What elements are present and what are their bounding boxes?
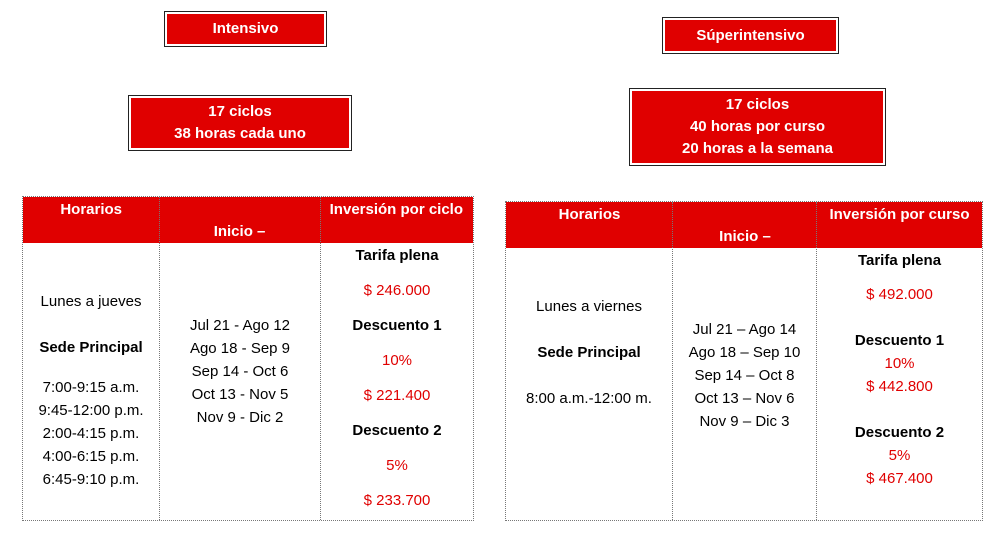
- header-inicio-finalizacion: [159, 197, 319, 262]
- horario-item: 6:45-9:10 p.m.: [42, 471, 140, 488]
- descuento1-label: Descuento 1: [854, 332, 945, 349]
- horarios-cell: [23, 290, 159, 491]
- horario-item: 7:00-9:15 a.m.: [42, 379, 140, 396]
- fechas-cell: [160, 314, 320, 429]
- descuento2-valor: $ 467.400: [866, 470, 933, 487]
- horarios-sede: Sede Principal: [537, 344, 641, 361]
- descuento1-valor: $ 442.800: [866, 378, 933, 395]
- horarios-cell: [506, 295, 672, 410]
- tarifa-valor: $ 246.000: [363, 282, 431, 299]
- descuento2-label: Descuento 2: [352, 422, 442, 439]
- descuento2-pct: 5%: [386, 457, 408, 474]
- descuento2-valor: $ 233.700: [363, 492, 431, 509]
- fecha-item: Sep 14 - Oct 6: [191, 363, 289, 380]
- fecha-item: Oct 13 - Nov 5: [191, 386, 289, 403]
- header-inicio-finalizacion: [673, 202, 817, 267]
- horario-item: 8:00 a.m.-12:00 m.: [526, 390, 652, 407]
- descuento1-pct: 10%: [884, 355, 915, 372]
- superintensivo-table: [505, 201, 983, 521]
- superintensivo-info-line: 17 ciclos: [725, 96, 790, 113]
- fecha-item: Nov 9 - Dic 2: [196, 409, 284, 426]
- intensivo-info-line: 38 horas cada uno: [174, 125, 306, 142]
- header-horarios-text: Horarios: [60, 201, 123, 218]
- horario-item: 2:00-4:15 p.m.: [42, 425, 140, 442]
- descuento1-pct: 10%: [381, 352, 413, 369]
- intensivo-info-line: 17 ciclos: [208, 103, 272, 120]
- horario-item: 4:00-6:15 p.m.: [42, 448, 140, 465]
- fecha-item: Nov 9 – Dic 3: [699, 413, 790, 430]
- descuento1-label: Descuento 1: [352, 317, 442, 334]
- descuento2-pct: 5%: [888, 447, 911, 464]
- superintensivo-info-line: 20 horas a la semana: [682, 140, 833, 157]
- intensivo-title: [167, 14, 324, 44]
- inversion-cell: [817, 249, 982, 490]
- horarios-dias: Lunes a jueves: [40, 293, 142, 310]
- superintensivo-title: [665, 20, 836, 51]
- inversion-cell: [321, 244, 473, 524]
- horarios-dias: Lunes a viernes: [536, 298, 642, 315]
- descuento2-label: Descuento 2: [854, 424, 945, 441]
- superintensivo-info: [632, 91, 883, 163]
- header-inversion: [817, 202, 982, 248]
- tarifa-valor: $ 492.000: [866, 286, 933, 303]
- fechas-cell: [673, 318, 816, 433]
- horarios-sede: Sede Principal: [39, 339, 143, 356]
- tarifa-label: Tarifa plena: [355, 247, 439, 264]
- header-horarios-text: Horarios: [558, 206, 621, 223]
- fecha-item: Ago 18 – Sep 10: [688, 344, 801, 361]
- header-inversion: [320, 197, 473, 243]
- fecha-item: Oct 13 – Nov 6: [694, 390, 795, 407]
- intensivo-info: [131, 98, 349, 148]
- fecha-item: Sep 14 – Oct 8: [694, 367, 795, 384]
- descuento1-valor: $ 221.400: [363, 387, 431, 404]
- header-inversion-text: Inversión por ciclo: [329, 201, 464, 218]
- superintensivo-info-line: 40 horas por curso: [689, 118, 826, 135]
- horario-item: 9:45-12:00 p.m.: [38, 402, 144, 419]
- fecha-item: Ago 18 - Sep 9: [189, 340, 291, 357]
- superintensivo-title-text: Súperintensivo: [696, 26, 805, 44]
- header-inicio-text: Inicio – Finalización: [196, 223, 283, 262]
- fecha-item: Jul 21 - Ago 12: [189, 317, 291, 334]
- tarifa-label: Tarifa plena: [857, 252, 942, 269]
- header-inicio-text: Inicio – Finalización: [702, 228, 788, 267]
- header-inversion-text: Inversión por curso: [829, 206, 970, 223]
- header-horarios: [23, 197, 159, 243]
- intensivo-title-text: Intensivo: [212, 20, 279, 37]
- intensivo-table: [22, 196, 474, 521]
- header-horarios: [506, 202, 673, 248]
- fecha-item: Jul 21 – Ago 14: [692, 321, 797, 338]
